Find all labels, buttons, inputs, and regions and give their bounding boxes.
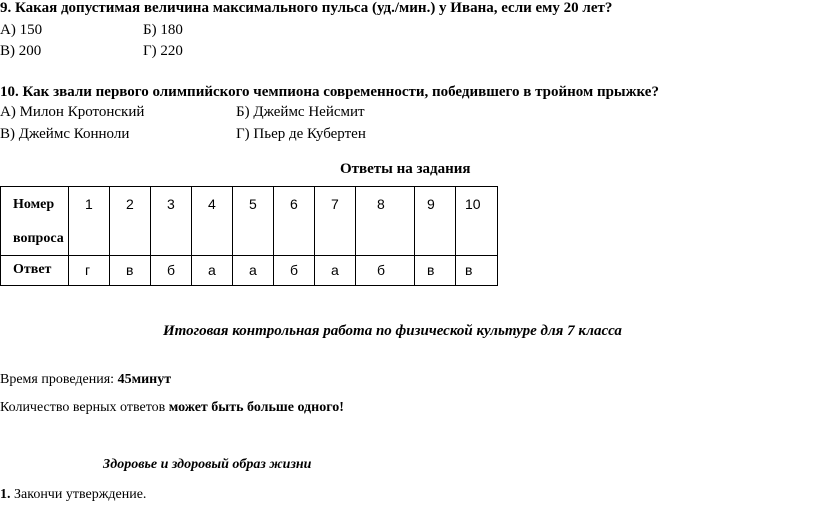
answer-cell: в bbox=[110, 256, 151, 286]
question-number-cell: 5 bbox=[233, 187, 274, 256]
question-10-option-a: А) Милон Кротонский bbox=[0, 104, 145, 120]
answer-header: Ответ bbox=[1, 256, 69, 286]
question-number-cell: 6 bbox=[274, 187, 315, 256]
question-10-option-c: В) Джеймс Конноли bbox=[0, 126, 130, 142]
table-row-answers bbox=[1, 256, 498, 286]
question-number-cell: 10 bbox=[456, 187, 498, 256]
answers-table bbox=[0, 186, 498, 286]
question-number-cell: 1 bbox=[69, 187, 110, 256]
test-title: Итоговая контрольная работа по физической культуре для 7 класса bbox=[163, 323, 622, 339]
question-10-title: 10. Как звали первого олимпийского чемпиона современности, победившего в тройном прыжке? bbox=[0, 84, 659, 100]
duration-value: 45минут bbox=[117, 372, 172, 387]
question-9-option-d: Г) 220 bbox=[143, 43, 183, 59]
question-9-option-c: В) 200 bbox=[0, 43, 42, 59]
question-9-option-b: Б) 180 bbox=[143, 22, 183, 38]
answer-cell: а bbox=[233, 256, 274, 286]
task-1-number: 1. bbox=[0, 487, 11, 502]
question-number-header bbox=[1, 187, 69, 256]
question-9-title: 9. Какая допустимая величина максимального пульса (уд./мин.) у Ивана, если ему 20 лет? bbox=[0, 0, 613, 16]
question-number-cell: 3 bbox=[151, 187, 192, 256]
correct-answers-label: Количество верных ответов bbox=[0, 400, 169, 415]
question-9-option-a: А) 150 bbox=[0, 22, 43, 38]
task-1-text: Закончи утверждение. bbox=[10, 487, 147, 502]
question-10-option-b: Б) Джеймс Нейсмит bbox=[236, 104, 365, 120]
correct-answers-line bbox=[0, 400, 344, 416]
question-number-cell: 9 bbox=[415, 187, 456, 256]
duration-line bbox=[0, 372, 171, 388]
question-number-cell: 4 bbox=[192, 187, 233, 256]
answer-cell: в bbox=[415, 256, 456, 286]
answer-cell: г bbox=[69, 256, 110, 286]
duration-label: Время проведения: bbox=[0, 372, 118, 387]
question-number-cell: 7 bbox=[315, 187, 356, 256]
answer-cell: б bbox=[151, 256, 192, 286]
correct-answers-value: может быть больше одного! bbox=[168, 400, 344, 415]
question-number-cell: 8 bbox=[356, 187, 415, 256]
answer-cell: в bbox=[456, 256, 498, 286]
answer-cell: а bbox=[315, 256, 356, 286]
header-line-1: Номер bbox=[13, 197, 55, 212]
answer-cell: б bbox=[274, 256, 315, 286]
question-number-cell: 2 bbox=[110, 187, 151, 256]
question-10-option-d: Г) Пьер де Кубертен bbox=[236, 126, 366, 142]
table-row-numbers bbox=[1, 187, 498, 256]
answer-cell: а bbox=[192, 256, 233, 286]
section-title: Здоровье и здоровый образ жизни bbox=[103, 457, 312, 472]
answers-heading: Ответы на задания bbox=[340, 161, 471, 177]
answer-cell: б bbox=[356, 256, 415, 286]
task-1-line bbox=[0, 487, 146, 503]
header-line-2: вопроса bbox=[13, 231, 64, 246]
